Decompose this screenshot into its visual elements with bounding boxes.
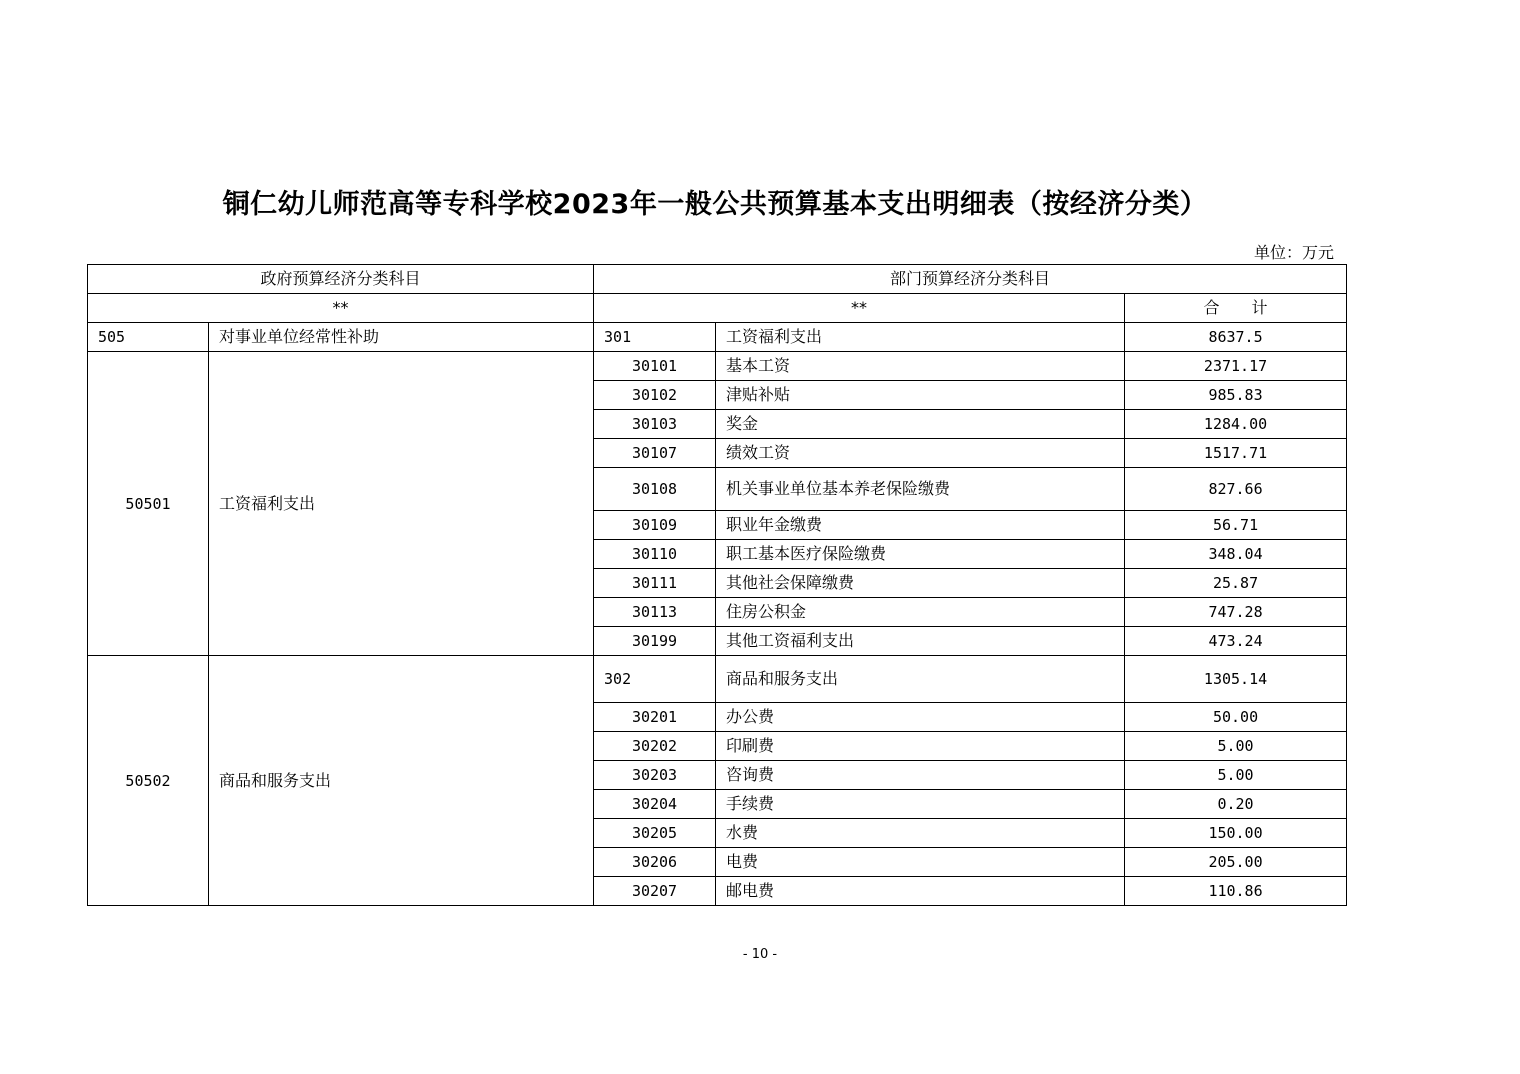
dept-code: 30201 [594,703,716,732]
dept-code: 30111 [594,569,716,598]
dept-code: 30103 [594,410,716,439]
dept-name: 办公费 [716,703,1125,732]
amount: 0.20 [1125,790,1347,819]
gov-name: 对事业单位经常性补助 [209,323,594,352]
gov-name: 商品和服务支出 [209,656,594,906]
gov-code: 50502 [88,656,209,906]
gov-star: ** [88,294,594,323]
amount: 827.66 [1125,468,1347,511]
dept-name: 商品和服务支出 [716,656,1125,703]
amount: 2371.17 [1125,352,1347,381]
dept-name: 住房公积金 [716,598,1125,627]
amount: 473.24 [1125,627,1347,656]
amount: 5.00 [1125,761,1347,790]
amount: 747.28 [1125,598,1347,627]
amount: 348.04 [1125,540,1347,569]
dept-code: 30101 [594,352,716,381]
dept-code: 30113 [594,598,716,627]
dept-code: 30204 [594,790,716,819]
dept-code: 30206 [594,848,716,877]
dept-name: 其他工资福利支出 [716,627,1125,656]
gov-code: 50501 [88,352,209,656]
amount: 985.83 [1125,381,1347,410]
dept-code: 30203 [594,761,716,790]
amount: 1305.14 [1125,656,1347,703]
amount: 205.00 [1125,848,1347,877]
dept-name: 其他社会保障缴费 [716,569,1125,598]
unit-label: 单位：万元 [1253,243,1334,262]
dept-code: 302 [594,656,716,703]
amount: 56.71 [1125,511,1347,540]
header-row-2 [88,294,1347,323]
total-header: 合 计 [1125,294,1347,323]
dept-code: 30109 [594,511,716,540]
dept-code: 30207 [594,877,716,906]
table-row [88,323,1347,352]
dept-name: 基本工资 [716,352,1125,381]
dept-name: 水费 [716,819,1125,848]
header-row-1 [88,265,1347,294]
amount: 8637.5 [1125,323,1347,352]
dept-name: 咨询费 [716,761,1125,790]
amount: 1284.00 [1125,410,1347,439]
dept-code: 30202 [594,732,716,761]
dept-name: 电费 [716,848,1125,877]
amount: 150.00 [1125,819,1347,848]
dept-name: 手续费 [716,790,1125,819]
dept-code: 30107 [594,439,716,468]
amount: 5.00 [1125,732,1347,761]
dept-name: 津贴补贴 [716,381,1125,410]
table-row [88,656,1347,703]
table-row [88,352,1347,381]
dept-code: 301 [594,323,716,352]
dept-code: 30199 [594,627,716,656]
dept-code: 30108 [594,468,716,511]
page-title: 铜仁幼儿师范高等专科学校2023年一般公共预算基本支出明细表（按经济分类） [222,189,1208,220]
dept-code: 30205 [594,819,716,848]
dept-code: 30110 [594,540,716,569]
dept-name: 职业年金缴费 [716,511,1125,540]
dept-name: 机关事业单位基本养老保险缴费 [716,468,1125,511]
dept-name: 工资福利支出 [716,323,1125,352]
page-number: - 10 - [742,947,778,962]
amount: 110.86 [1125,877,1347,906]
gov-name: 工资福利支出 [209,352,594,656]
dept-name: 印刷费 [716,732,1125,761]
amount: 1517.71 [1125,439,1347,468]
amount: 50.00 [1125,703,1347,732]
dept-name: 奖金 [716,410,1125,439]
budget-table [87,264,1347,906]
dept-star: ** [594,294,1125,323]
dept-name: 绩效工资 [716,439,1125,468]
gov-header: 政府预算经济分类科目 [88,265,594,294]
gov-code: 505 [88,323,209,352]
dept-name: 邮电费 [716,877,1125,906]
amount: 25.87 [1125,569,1347,598]
dept-header: 部门预算经济分类科目 [594,265,1347,294]
dept-code: 30102 [594,381,716,410]
dept-name: 职工基本医疗保险缴费 [716,540,1125,569]
